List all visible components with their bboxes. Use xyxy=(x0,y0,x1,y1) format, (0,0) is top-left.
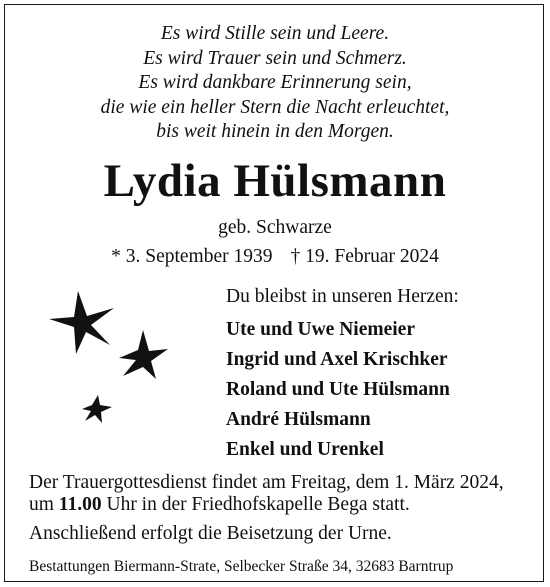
star-icon xyxy=(82,395,112,423)
service-suffix: Uhr in der Friedhofskapelle Bega statt. xyxy=(101,494,410,515)
life-dates xyxy=(0,245,550,269)
service-prefix: um xyxy=(29,494,59,515)
birth-date: * 3. September 1939 xyxy=(111,246,273,267)
mourners-list xyxy=(226,315,450,465)
poem xyxy=(0,22,550,145)
mourner: Ingrid und Axel Krischker xyxy=(226,349,448,370)
poem-line: Es wird dankbare Erinnerung sein, xyxy=(138,72,412,93)
poem-line: Es wird Stille sein und Leere. xyxy=(160,23,390,44)
funeral-home: Bestattungen Biermann-Strate, Selbecker Straße 34, 32683 Barntrup xyxy=(29,558,454,575)
poem-line: Es wird Trauer sein und Schmerz. xyxy=(143,47,407,69)
service-line xyxy=(29,494,504,516)
star-icon xyxy=(119,330,168,379)
mourner: Roland und Ute Hülsmann xyxy=(226,379,450,400)
mourner: André Hülsmann xyxy=(226,409,371,430)
service-time: 11.00 xyxy=(58,494,102,515)
poem-line: die wie ein heller Stern die Nacht erleuchtet, xyxy=(100,96,450,118)
death-date: † 19. Februar 2024 xyxy=(290,246,439,267)
mourner: Enkel und Urenkel xyxy=(226,439,384,460)
service-info xyxy=(29,472,504,516)
burial-info: Anschließend erfolgt die Beisetzung der Urne. xyxy=(29,523,392,544)
farewell-text: Du bleibst in unseren Herzen: xyxy=(226,286,459,307)
star-icon xyxy=(49,291,114,354)
maiden-name: geb. Schwarze xyxy=(218,217,332,238)
service-line: Der Trauergottesdienst findet am Freitag, dem 1. März 2024, xyxy=(29,472,504,493)
deceased-name: Lydia Hülsmann xyxy=(103,155,447,207)
mourner: Ute und Uwe Niemeier xyxy=(226,319,415,340)
stars-decoration xyxy=(42,282,182,432)
poem-line: bis weit hinein in den Morgen. xyxy=(156,121,394,142)
